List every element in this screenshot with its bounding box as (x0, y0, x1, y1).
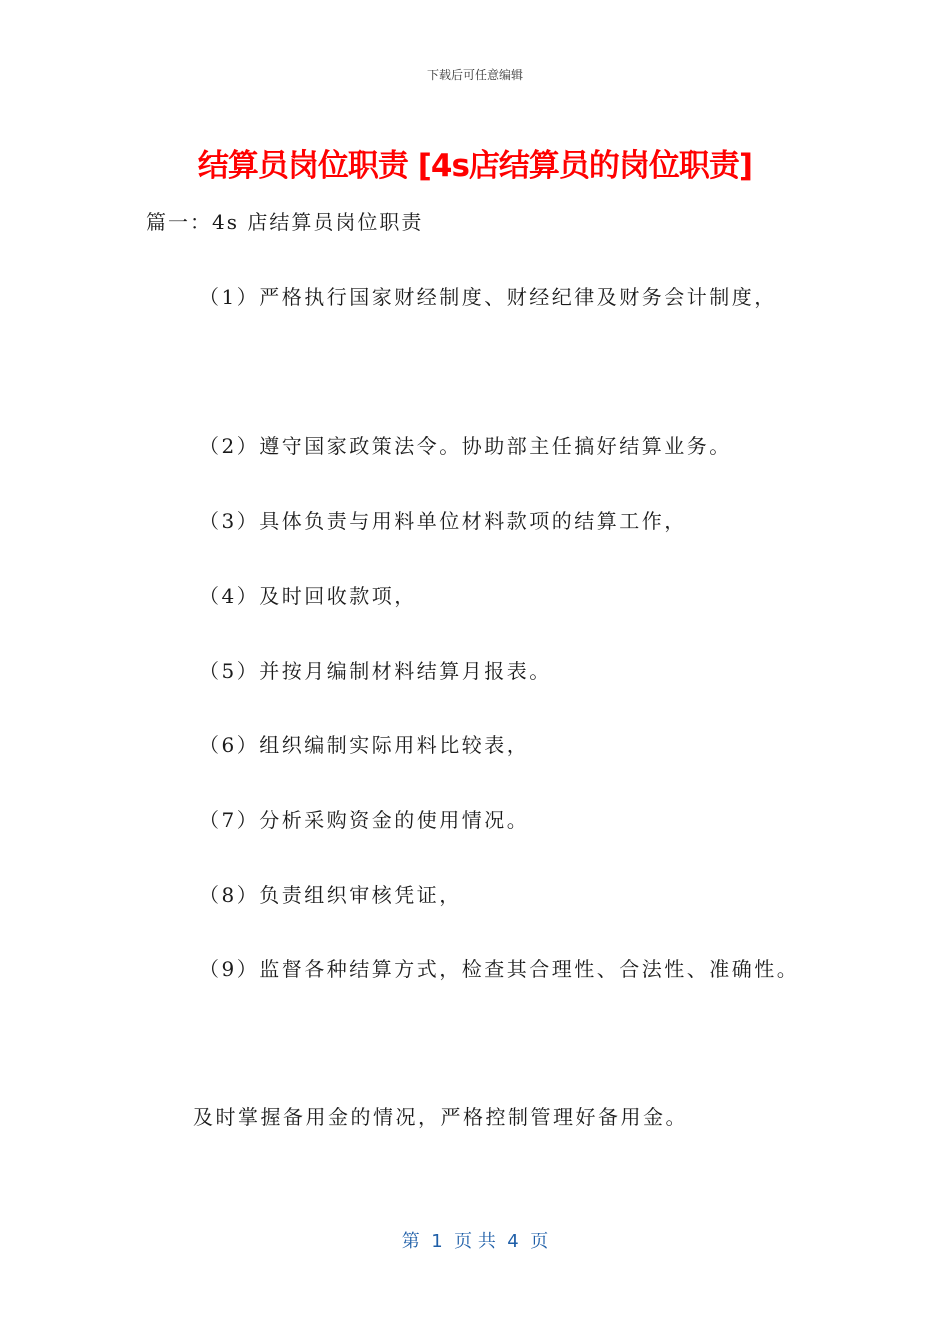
duty-item-1: （1）严格执行国家财经制度、财经纪律及财务会计制度， (199, 285, 777, 309)
duty-item-6: （6）组织编制实际用料比较表， (199, 733, 530, 757)
duty-item-2: （2）遵守国家政策法令。协助部主任搞好结算业务。 (199, 434, 732, 458)
duty-item-9: （9）监督各种结算方式，检查其合理性、合法性、准确性。 (199, 957, 800, 981)
page-number: 第 1 页 共 4 页 (401, 1231, 549, 1252)
duty-item-8: （8）负责组织审核凭证， (199, 883, 462, 907)
duty-item-7: （7）分析采购资金的使用情况。 (199, 808, 530, 832)
header-note: 下载后可任意编辑 (426, 68, 523, 82)
document-title: 结算员岗位职责 [4s店结算员的岗位职责] (197, 148, 753, 184)
section-heading: 篇一：4s 店结算员岗位职责 (146, 210, 424, 234)
duty-item-5: （5）并按月编制材料结算月报表。 (199, 659, 552, 683)
duty-item-4: （4）及时回收款项， (199, 584, 417, 608)
closing-paragraph: 及时掌握备用金的情况，严格控制管理好备用金。 (193, 1105, 688, 1129)
duty-item-3: （3）具体负责与用料单位材料款项的结算工作， (199, 509, 687, 533)
